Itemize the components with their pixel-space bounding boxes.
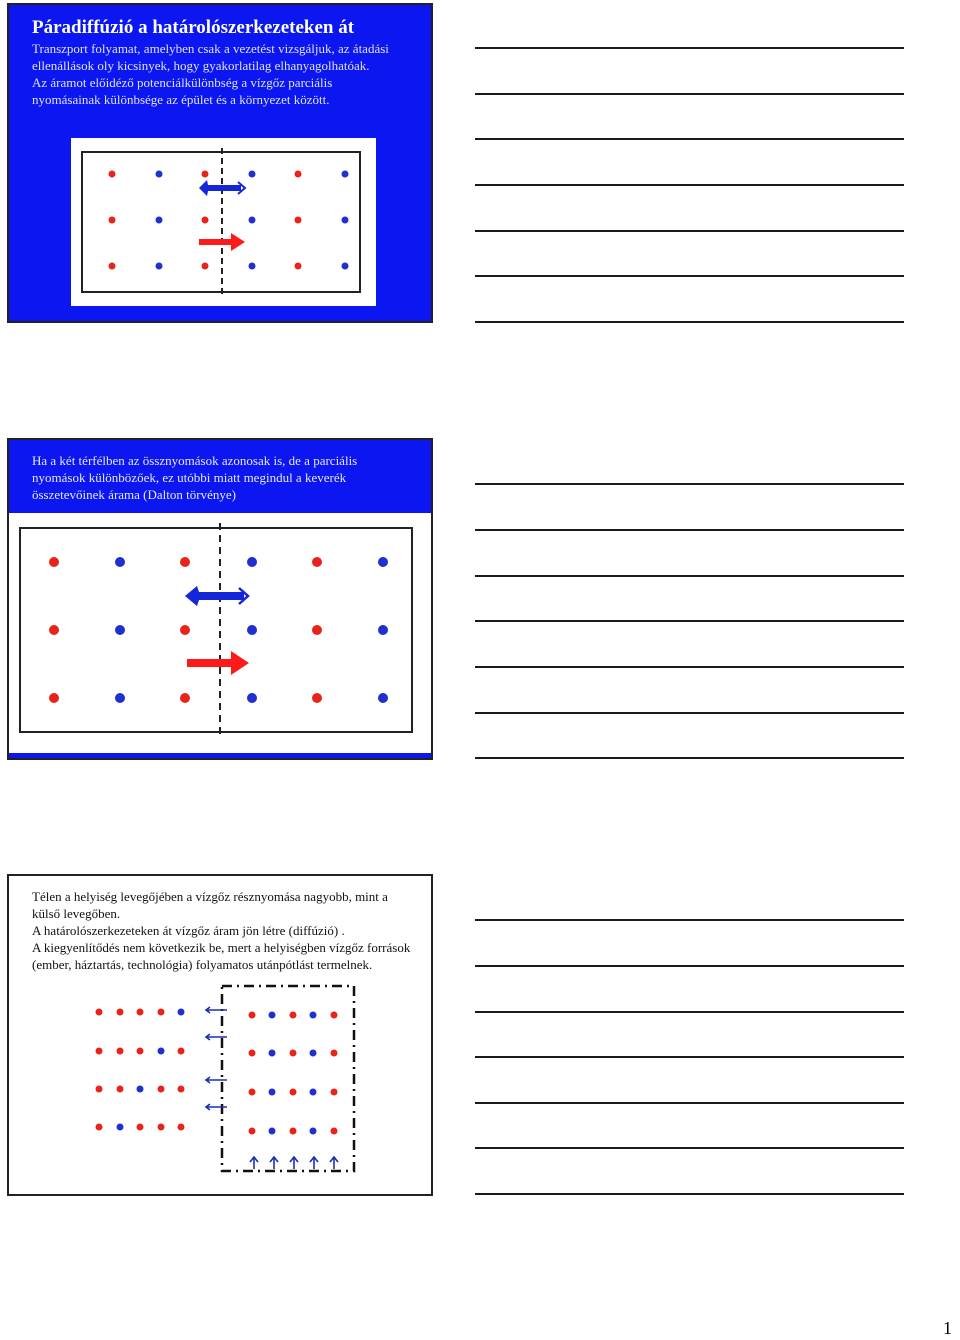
slide-2	[7, 438, 433, 760]
blue-particle	[378, 557, 388, 567]
red-particle	[178, 1086, 185, 1093]
up-arrow-icon	[250, 1157, 258, 1169]
blue-particle	[269, 1012, 276, 1019]
blue-particle	[378, 625, 388, 635]
slide-1-paragraph-1: Transzport folyamat, amelyben csak a vezetést vizsgáljuk, az átadási ellenállások oly kicsinyek, hogy gyakorlatilag elhanyagolhatóak.	[32, 41, 389, 73]
red-particle	[96, 1048, 103, 1055]
note-line	[475, 529, 904, 531]
red-particle	[295, 171, 302, 178]
wall-flux-arrows	[206, 1007, 227, 1110]
slide-3-room-diagram	[69, 976, 369, 1176]
note-line	[475, 1193, 904, 1195]
red-particle	[49, 557, 59, 567]
note-line	[475, 483, 904, 485]
red-particle	[49, 693, 59, 703]
blue-particle	[247, 625, 257, 635]
red-particle	[202, 217, 209, 224]
note-line	[475, 666, 904, 668]
blue-particle	[247, 693, 257, 703]
red-particle	[331, 1050, 338, 1057]
red-particle	[137, 1048, 144, 1055]
note-line	[475, 47, 904, 49]
wall-arrow-left-icon	[206, 1077, 227, 1083]
indoor-particles	[249, 1012, 338, 1135]
red-particle	[290, 1012, 297, 1019]
blue-particle	[247, 557, 257, 567]
red-particle	[158, 1124, 165, 1131]
note-line	[475, 1056, 904, 1058]
note-line	[475, 321, 904, 323]
blue-particle	[137, 1086, 144, 1093]
slide-1	[7, 3, 433, 323]
note-line	[475, 712, 904, 714]
blue-particle	[158, 1048, 165, 1055]
blue-particle	[156, 263, 163, 270]
red-particle	[290, 1128, 297, 1135]
blue-particle	[156, 171, 163, 178]
red-particle	[312, 557, 322, 567]
slide-1-body	[32, 40, 402, 108]
up-arrow-icon	[290, 1157, 298, 1169]
wall-arrow-left-icon	[206, 1007, 227, 1013]
slide-1-title: Páradiffúzió a határolószerkezeteken át	[32, 17, 355, 38]
red-particle	[158, 1086, 165, 1093]
note-line	[475, 620, 904, 622]
red-particle	[117, 1048, 124, 1055]
note-line	[475, 575, 904, 577]
red-particle	[117, 1009, 124, 1016]
blue-particle	[342, 263, 349, 270]
wall-arrow-left-icon	[206, 1034, 227, 1040]
blue-particle	[156, 217, 163, 224]
red-particle	[202, 263, 209, 270]
red-particle	[178, 1048, 185, 1055]
blue-particle	[310, 1012, 317, 1019]
red-particle	[331, 1128, 338, 1135]
red-particle	[96, 1009, 103, 1016]
blue-particle	[249, 171, 256, 178]
red-particle	[312, 693, 322, 703]
red-particle	[96, 1124, 103, 1131]
slide-3-paragraph-1: Télen a helyiség levegőjében a vízgőz résznyomása nagyobb, mint a külső levegőben.	[32, 889, 388, 921]
red-particle	[249, 1050, 256, 1057]
blue-particle	[269, 1089, 276, 1096]
note-line	[475, 138, 904, 140]
blue-particle	[310, 1128, 317, 1135]
red-particle	[249, 1089, 256, 1096]
slide-2-paragraph-1: Ha a két térfélben az össznyomások azonosak is, de a parciális nyomások különbözőek, ez utóbbi miatt megindul a keverék összetevőinek árama (Dalton törvénye)	[32, 453, 358, 502]
red-particle	[249, 1012, 256, 1019]
container-box	[20, 528, 412, 732]
blue-particle	[115, 625, 125, 635]
note-line	[475, 1147, 904, 1149]
blue-particle	[378, 693, 388, 703]
slide-2-body	[32, 452, 402, 503]
slide-3-paragraph-3: A kiegyenlítődés nem következik be, mert a helyiségben vízgőz források (ember, háztartás, technológia) folyamatos utánpótlást termelnek.	[32, 940, 411, 972]
slide-1-diffusion-diagram	[71, 138, 376, 306]
red-particle	[137, 1009, 144, 1016]
blue-particle	[249, 217, 256, 224]
red-particle	[295, 217, 302, 224]
note-line	[475, 93, 904, 95]
red-particle	[249, 1128, 256, 1135]
blue-particle	[269, 1128, 276, 1135]
red-particle	[180, 625, 190, 635]
slide-3	[7, 874, 433, 1196]
red-particle	[137, 1124, 144, 1131]
note-line	[475, 1011, 904, 1013]
red-particle	[290, 1050, 297, 1057]
red-particle	[158, 1009, 165, 1016]
blue-particle	[249, 263, 256, 270]
red-particle	[180, 693, 190, 703]
blue-particle	[178, 1009, 185, 1016]
blue-particle	[342, 171, 349, 178]
slide-3-paragraph-2: A határolószerkezeteken át vízgőz áram jön létre (diffúzió) .	[32, 923, 345, 938]
red-particle	[109, 171, 116, 178]
up-arrow-icon	[330, 1157, 338, 1169]
red-particle	[178, 1124, 185, 1131]
vapor-source-arrows	[250, 1157, 338, 1169]
red-particle	[109, 217, 116, 224]
outdoor-particles	[96, 1009, 185, 1131]
note-line	[475, 1102, 904, 1104]
blue-particle	[115, 557, 125, 567]
red-particle	[109, 263, 116, 270]
red-particle	[180, 557, 190, 567]
red-particle	[312, 625, 322, 635]
blue-particle	[310, 1050, 317, 1057]
up-arrow-icon	[310, 1157, 318, 1169]
blue-particle	[117, 1124, 124, 1131]
blue-particle	[342, 217, 349, 224]
red-particle	[117, 1086, 124, 1093]
note-line	[475, 965, 904, 967]
page-number: 1	[943, 1318, 952, 1338]
slide-3-body	[32, 888, 417, 973]
blue-particle	[269, 1050, 276, 1057]
red-particle	[331, 1012, 338, 1019]
note-line	[475, 184, 904, 186]
up-arrow-icon	[270, 1157, 278, 1169]
red-particle	[295, 263, 302, 270]
note-line	[475, 919, 904, 921]
slide-1-paragraph-2: Az áramot előidéző potenciálkülönbség a vízgőz parciális nyomásainak különbsége az épület és a környezet között.	[32, 75, 333, 107]
red-particle	[202, 171, 209, 178]
red-particle	[96, 1086, 103, 1093]
note-line	[475, 275, 904, 277]
note-line	[475, 230, 904, 232]
blue-particle	[310, 1089, 317, 1096]
red-particle	[49, 625, 59, 635]
wall-arrow-left-icon	[206, 1104, 227, 1110]
blue-particle	[115, 693, 125, 703]
red-particle	[290, 1089, 297, 1096]
note-line	[475, 757, 904, 759]
slide-2-dalton-diagram	[9, 513, 431, 753]
red-particle	[331, 1089, 338, 1096]
